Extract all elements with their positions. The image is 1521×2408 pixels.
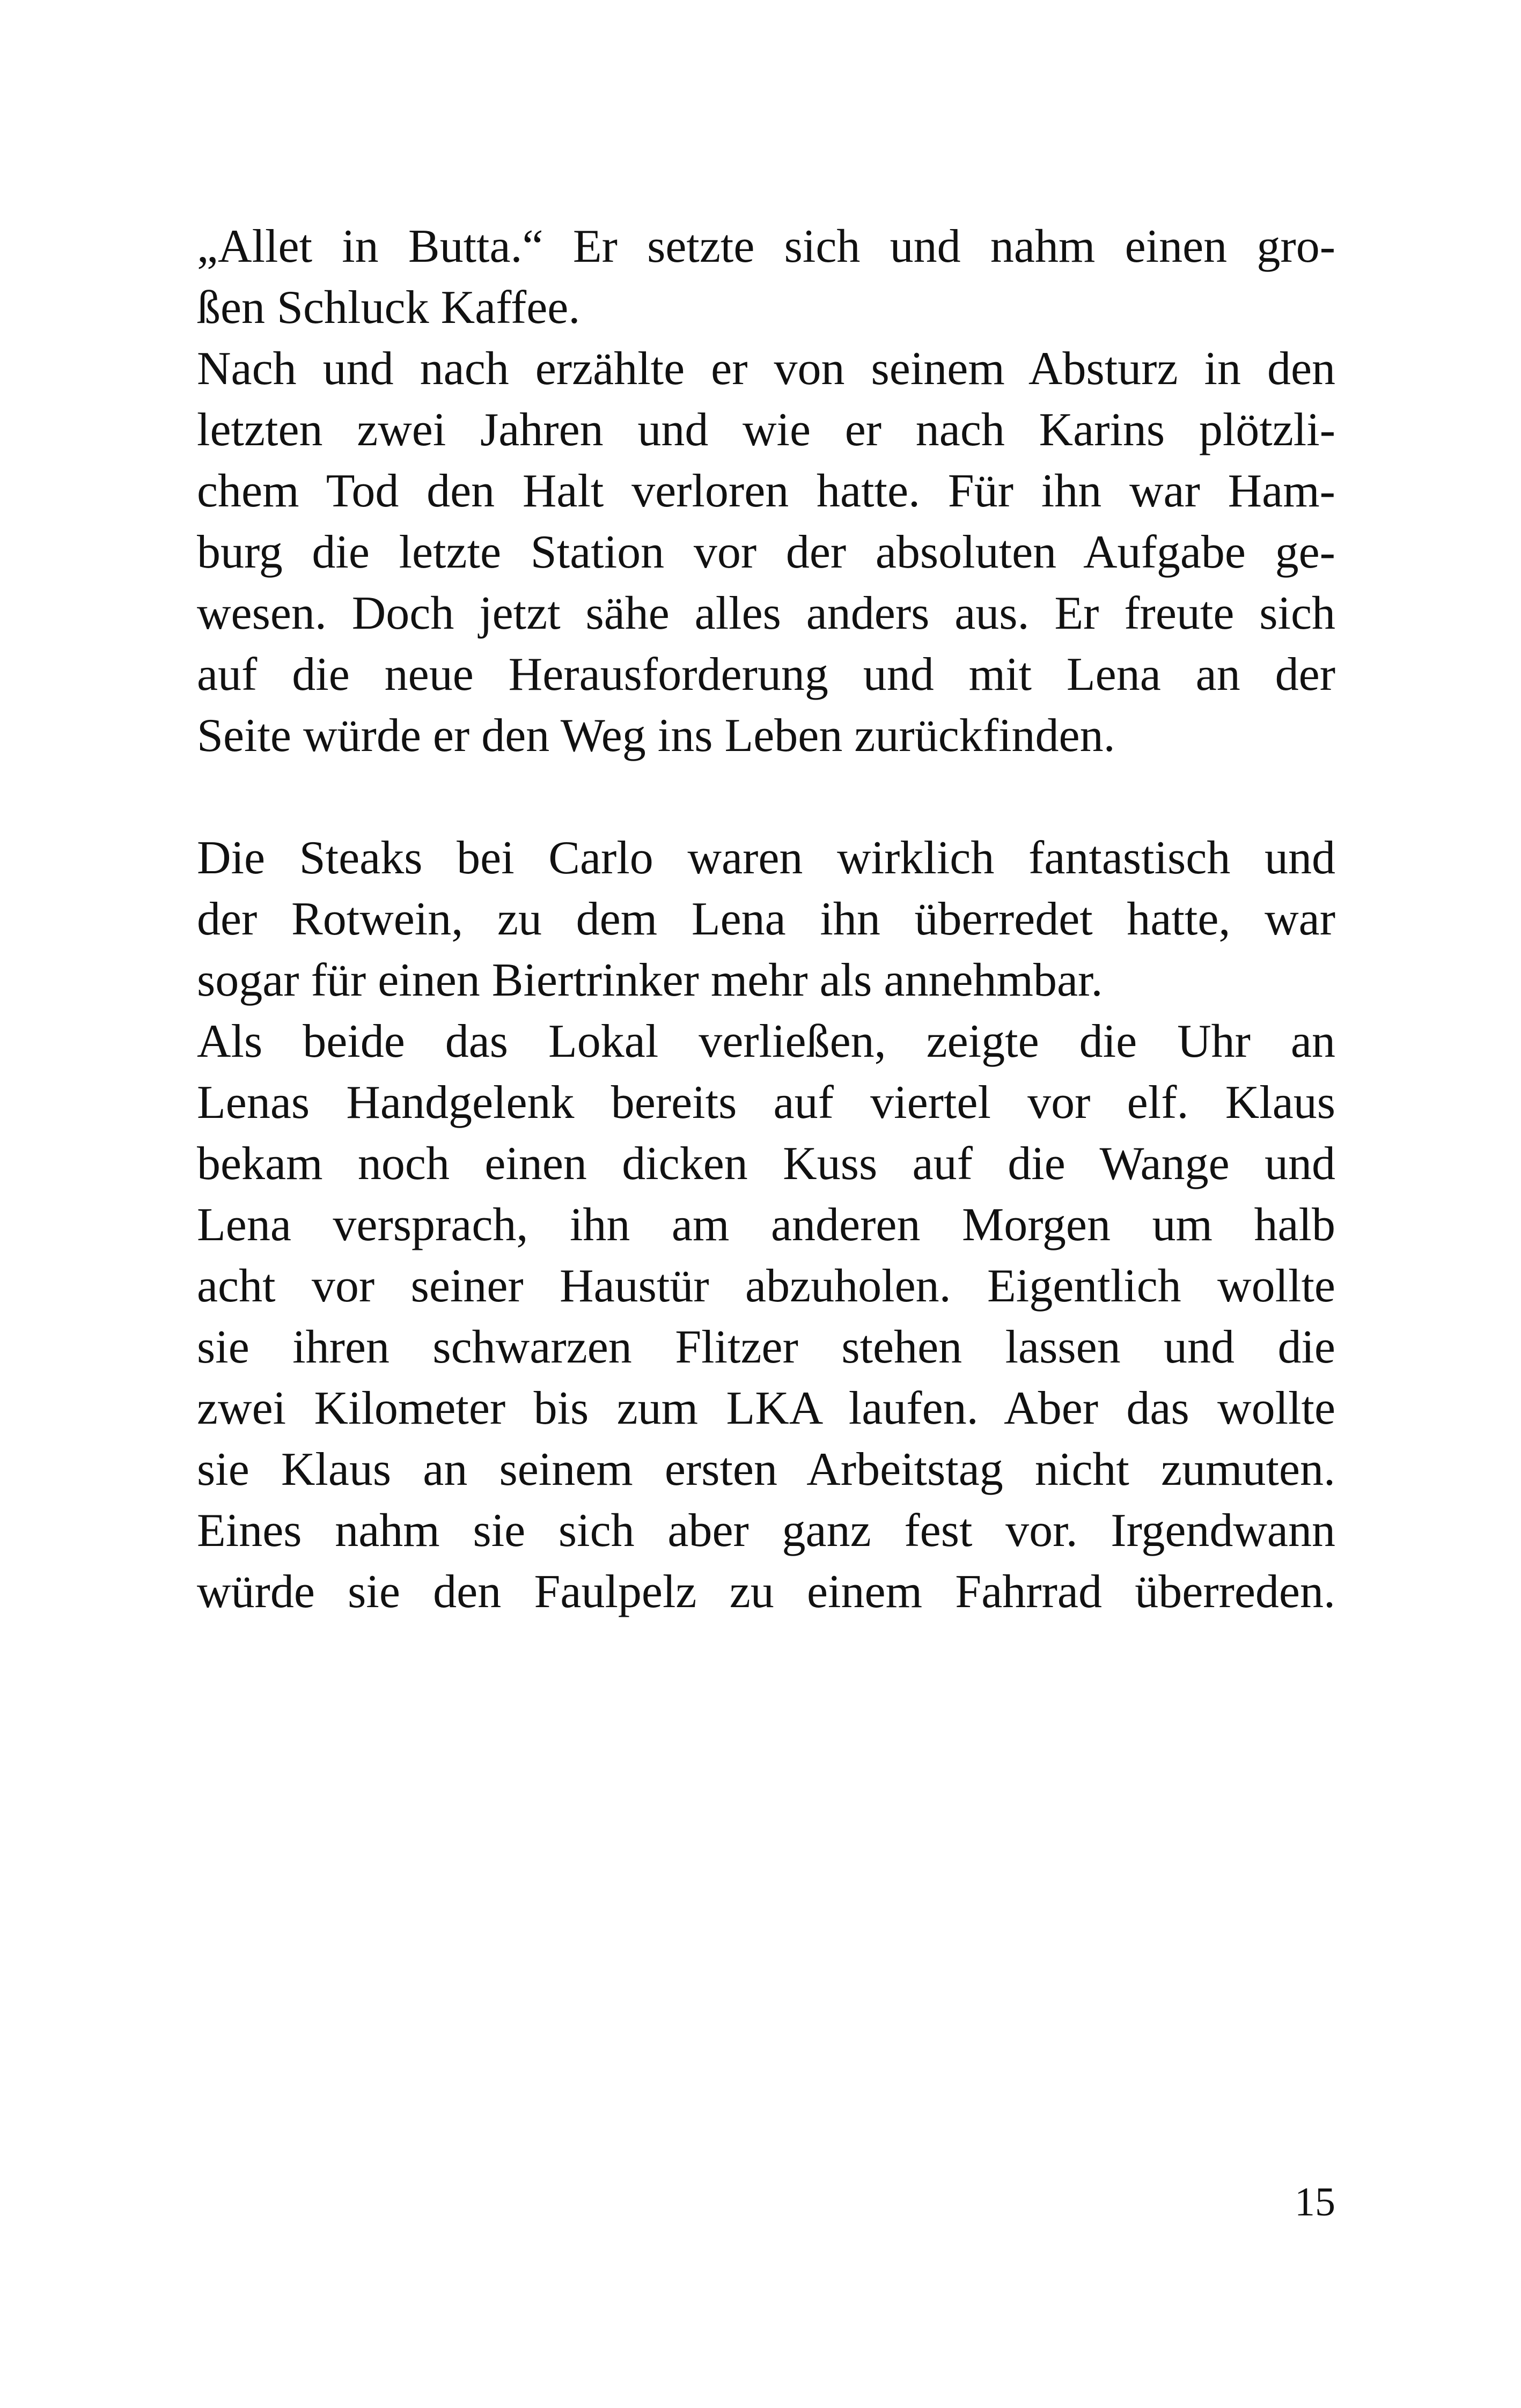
text-line: ßen Schluck Kaffee. [197,282,581,334]
text-line: zwei Kilometer bis zum LKA laufen. Aber das wollte [197,1382,1335,1434]
paragraph [197,828,1335,1623]
body-text [197,216,1335,1623]
text-line: bekam noch einen dicken Kuss auf die Wange und [197,1138,1335,1190]
text-line: chem Tod den Halt verloren hatte. Für ihn war Ham- [197,465,1335,517]
text-line: Die Steaks bei Carlo waren wirklich fantastisch und [197,832,1335,884]
text-line: Eines nahm sie sich aber ganz fest vor. Irgendwann [197,1505,1335,1557]
text-line: Seite würde er den Weg ins Leben zurückfinden. [197,710,1115,762]
page-number: 15 [1295,2179,1335,2225]
text-line: sie ihren schwarzen Flitzer stehen lassen und die [197,1321,1335,1373]
text-line: „Allet in Butta.“ Er setzte sich und nahm einen gro- [197,220,1335,273]
text-line: Lena versprach, ihn am anderen Morgen um halb [197,1199,1335,1251]
text-line: sie Klaus an seinem ersten Arbeitstag nicht zumuten. [197,1444,1335,1496]
text-line: auf die neue Herausforderung und mit Lena an der [197,649,1335,701]
text-line: burg die letzte Station vor der absoluten Aufgabe ge- [197,526,1335,578]
text-line: sogar für einen Biertrinker mehr als annehmbar. [197,954,1103,1006]
paragraph [197,216,1335,767]
text-line: wesen. Doch jetzt sähe alles anders aus. Er freute sich [197,587,1335,639]
text-line: acht vor seiner Haustür abzuholen. Eigentlich wollte [197,1260,1335,1312]
text-line: Als beide das Lokal verließen, zeigte die Uhr an [197,1015,1335,1067]
text-line: Nach und nach erzählte er von seinem Absturz in den [197,343,1335,395]
paragraph-gap [197,767,1335,828]
text-line: würde sie den Faulpelz zu einem Fahrrad überreden. [197,1566,1335,1618]
text-line: der Rotwein, zu dem Lena ihn überredet hatte, war [197,893,1335,945]
text-line: letzten zwei Jahren und wie er nach Karins plötzli- [197,404,1335,456]
text-line: Lenas Handgelenk bereits auf viertel vor elf. Klaus [197,1077,1335,1129]
